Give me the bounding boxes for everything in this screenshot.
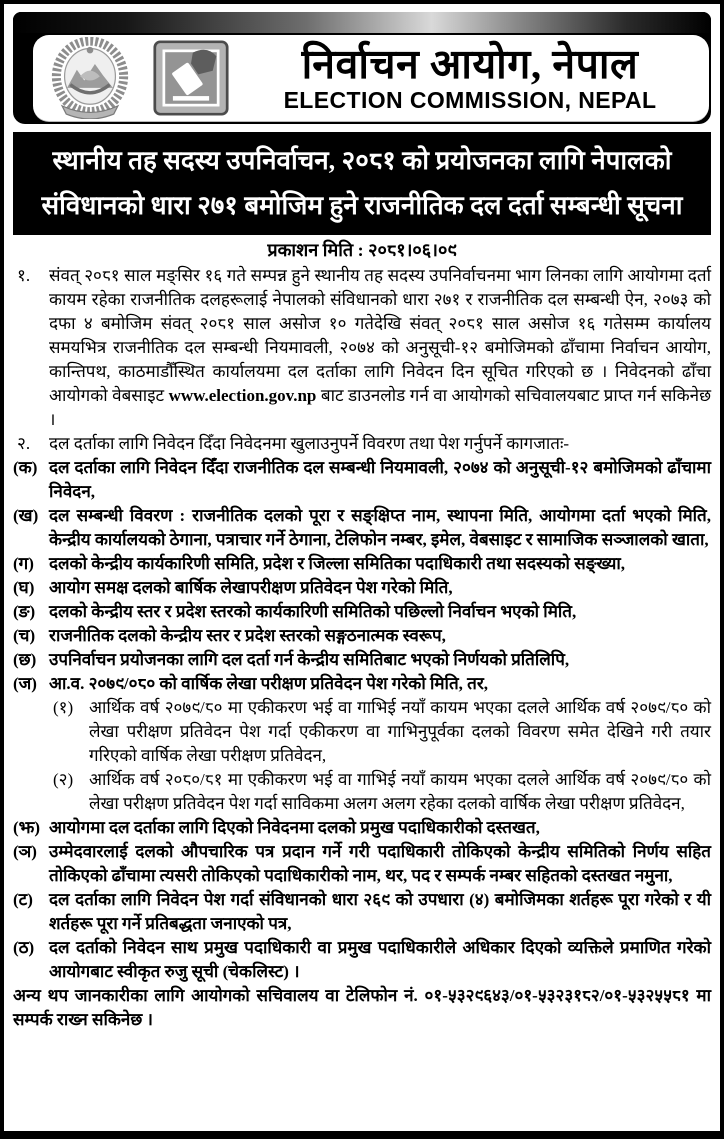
- list-item-chha: [13, 648, 711, 672]
- list-item-text: दल सम्बन्धी विवरण : राजनीतिक दलको पूरा र सङ्क्षिप्त नाम, स्थापना मिति, आयोगमा दर्ता भएको मिति, केन्द्रीय कार्यालयको ठेगाना, पत्राचार गर्ने ठेगाना, टेलिफोन नम्बर, इमेल, वेबसाइट र सामाजिक सञ्जालको खाता,: [49, 506, 711, 550]
- list-item-label: (क): [13, 458, 38, 478]
- list-item-text: दल दर्ताका लागि निवेदन दिँदा राजनीतिक दल सम्बन्धी नियमावली, २०७४ को अनुसूची-१२ बमोजिमको ढाँचामा निवेदन,: [49, 458, 711, 502]
- publish-date: [13, 238, 711, 262]
- website-url: www.election.gov.np: [168, 386, 317, 406]
- ballot-box-icon: [153, 40, 229, 116]
- list-item-ja: [13, 672, 711, 696]
- list-item-nga: [13, 600, 711, 624]
- header-gradient-bar: [13, 12, 711, 33]
- paragraph-1: [13, 264, 711, 432]
- paragraph-1-text: [49, 264, 711, 432]
- contact-phone-numbers: ०१-५३२९६४३/०१-५३२३१८२/०१-५३२५५८१: [424, 986, 690, 1006]
- banner-line-2: संविधानको धारा २७१ बमोजिम हुने राजनीतिक दल दर्ता सम्बन्धी सूचना: [41, 190, 683, 220]
- list-item-label: (ख): [13, 506, 39, 526]
- list-item-text: आयोगमा दल दर्ताका लागि दिएको निवेदनमा दलको प्रमुख पदाधिकारीको दस्तखत,: [49, 818, 540, 838]
- list-item-label: (घ): [13, 578, 35, 598]
- list-item-text: दलको केन्द्रीय स्तर र प्रदेश स्तरको कार्यकारिणी समितिको पछिल्लो निर्वाचन भएको मिति,: [49, 602, 577, 622]
- list-item-jha: [13, 816, 711, 840]
- list-item-text: दल दर्ताको निवेदन साथ प्रमुख पदाधिकारी वा प्रमुख पदाधिकारीले अधिकार दिएको व्यक्तिले प्रमाणित गरेको आयोगबाट स्वीकृत रुजु सूची (चेकलिस्ट) ।: [49, 938, 711, 982]
- list-item-ga: [13, 552, 711, 576]
- list-item-text: आयोग समक्ष दलको बार्षिक लेखापरीक्षण प्रतिवेदन पेश गरेको मिति,: [49, 578, 453, 598]
- list-item-gha: [13, 576, 711, 600]
- paragraph-2: [13, 432, 711, 456]
- contact-note: [13, 984, 711, 1032]
- list-item-label: (च): [13, 626, 36, 646]
- list-item-label: (ठ): [13, 938, 35, 958]
- sub-list-item-2: [13, 768, 711, 816]
- org-names: [241, 43, 699, 112]
- list-item-text: उपनिर्वाचन प्रयोजनका लागि दल दर्ता गर्न केन्द्रीय समितिबाट भएको निर्णयको प्रतिलिपि,: [49, 650, 570, 670]
- list-item-label: (ट): [13, 890, 33, 910]
- list-item-label: (ङ): [13, 602, 36, 622]
- header: [13, 12, 711, 124]
- list-item-text: उम्मेदवारलाई दलको औपचारिक पत्र प्रदान गर्ने गरी पदाधिकारी तोकिएको केन्द्रीय समितिको निर्णय सहित तोकिएको ढाँचामा त्यसरी तोकिएको पदाधिकारीको नाम, थर, पद र सम्पर्क नम्बर सहितको दस्तखत नमुना,: [49, 842, 711, 886]
- paragraph-1-number: १.: [17, 266, 31, 286]
- list-item-label: (ञ): [13, 842, 37, 862]
- list-item-label: (ज): [13, 674, 37, 694]
- list-item-ka: [13, 456, 711, 504]
- sub-list-item-label: (२): [53, 770, 74, 790]
- sub-list-item-1: [13, 696, 711, 768]
- list-item-label: (छ): [13, 650, 37, 670]
- banner-line-1: स्थानीय तह सदस्य उपनिर्वाचन, २०८१ को प्रयोजनका लागि नेपालको: [52, 146, 672, 175]
- sub-list-item-text: आर्थिक वर्ष २०८०/८१ मा एकीकरण भई वा गाभिई नयाँ कायम भएका दलले आर्थिक वर्ष २०७९/८० को लेखा परीक्षण प्रतिवेदन पेश गर्दा साविकमा अलग अलग रहेका दलको वार्षिक लेखा परीक्षण प्रतिवेदन,: [89, 770, 711, 814]
- list-item-tta: [13, 888, 711, 936]
- paragraph-1-text-before: संवत् २०८१ साल मङ्सिर १६ गते सम्पन्न हुने स्थानीय तह सदस्य उपनिर्वाचनमा भाग लिनका लागि आयोगमा दर्ता कायम रहेका राजनीतिक दलहरूलाई नेपालको संविधानको धारा २७१ र राजनीतिक दल सम्बन्धी ऐन, २०७३ को दफा ४ बमोजिम संवत् २०८१ साल असोज १० गतेदेखि संवत् २०८१ साल असोज १६ गतेसम्म कार्यालय समयभित्र राजनीतिक दल सम्बन्धी नियमावली, २०७४ को अनुसूची-१२ बमोजिमको ढाँचामा निर्वाचन आयोग, कान्तिपथ, काठमाडौँस्थित कार्यालयमा दल दर्ताका लागि निवेदन दिन सूचित गरिएको छ । निवेदनको ढाँचा आयोगको वेबसाइट: [49, 266, 711, 406]
- list-item-kha: [13, 504, 711, 552]
- contact-note-text-after: मा सम्पर्क राख्न सकिनेछ ।: [13, 986, 711, 1030]
- contact-note-text-before: अन्य थप जानकारीका लागि आयोगको सचिवालय वा टेलिफोन नं.: [13, 986, 425, 1006]
- paragraph-2-text: दल दर्ताका लागि निवेदन दिँदा निवेदनमा खुलाउनुपर्ने विवरण तथा पेश गर्नुपर्ने कागजातः-: [49, 434, 570, 454]
- sub-list-item-text: आर्थिक वर्ष २०७९/८० मा एकीकरण भई वा गाभिई नयाँ कायम भएका दलले आर्थिक वर्ष २०७९/८० को लेखा परीक्षण प्रतिवेदन पेश गर्दा एकीकरण वा गाभिनुपूर्वका दलको विवरण समेत देखिने गरी तयार गरिएको वार्षिक लेखा परीक्षण प्रतिवेदन,: [89, 698, 711, 766]
- list-item-text: आ.व. २०७९/०८० को वार्षिक लेखा परीक्षण प्रतिवेदन पेश गरेको मिति, तर,: [49, 674, 489, 694]
- list-item-text: राजनीतिक दलको केन्द्रीय स्तर र प्रदेश स्तरको सङ्गठनात्मक स्वरूप,: [49, 626, 446, 646]
- header-logo-card: [33, 35, 709, 122]
- org-name-english: ELECTION COMMISSION, NEPAL: [283, 87, 657, 114]
- paragraph-2-number: २.: [17, 434, 31, 454]
- publish-date-value: २०८१।०६।०९: [368, 240, 457, 261]
- list-item-nya: [13, 840, 711, 888]
- publish-date-label: प्रकाशन मिति :: [267, 240, 364, 261]
- paragraph-1-text-after: बाट डाउनलोड गर्न वा आयोगको सचिवालयबाट प्राप्त गर्न सकिनेछ ।: [49, 386, 711, 430]
- list-item-ttha: [13, 936, 711, 984]
- list-item-text: दलको केन्द्रीय कार्यकारिणी समिति, प्रदेश र जिल्ला समितिका पदाधिकारी तथा सदस्यको सङ्ख्या,: [49, 554, 625, 574]
- org-name-nepali: निर्वाचन आयोग, नेपाल: [301, 41, 639, 88]
- notice-title-banner: [13, 132, 711, 235]
- sub-list-item-label: (१): [53, 698, 74, 718]
- list-item-label: (ग): [13, 554, 34, 574]
- list-item-label: (झ): [13, 818, 41, 838]
- list-item-cha: [13, 624, 711, 648]
- nepal-coat-of-arms-icon: [47, 37, 133, 119]
- list-item-text: दल दर्ताका लागि निवेदन पेश गर्दा संविधानको धारा २६९ को उपधारा (४) बमोजिमका शर्तहरू पूरा गरेको र यी शर्तहरू पूरा गर्ने प्रतिबद्धता जनाएको पत्र,: [49, 890, 711, 934]
